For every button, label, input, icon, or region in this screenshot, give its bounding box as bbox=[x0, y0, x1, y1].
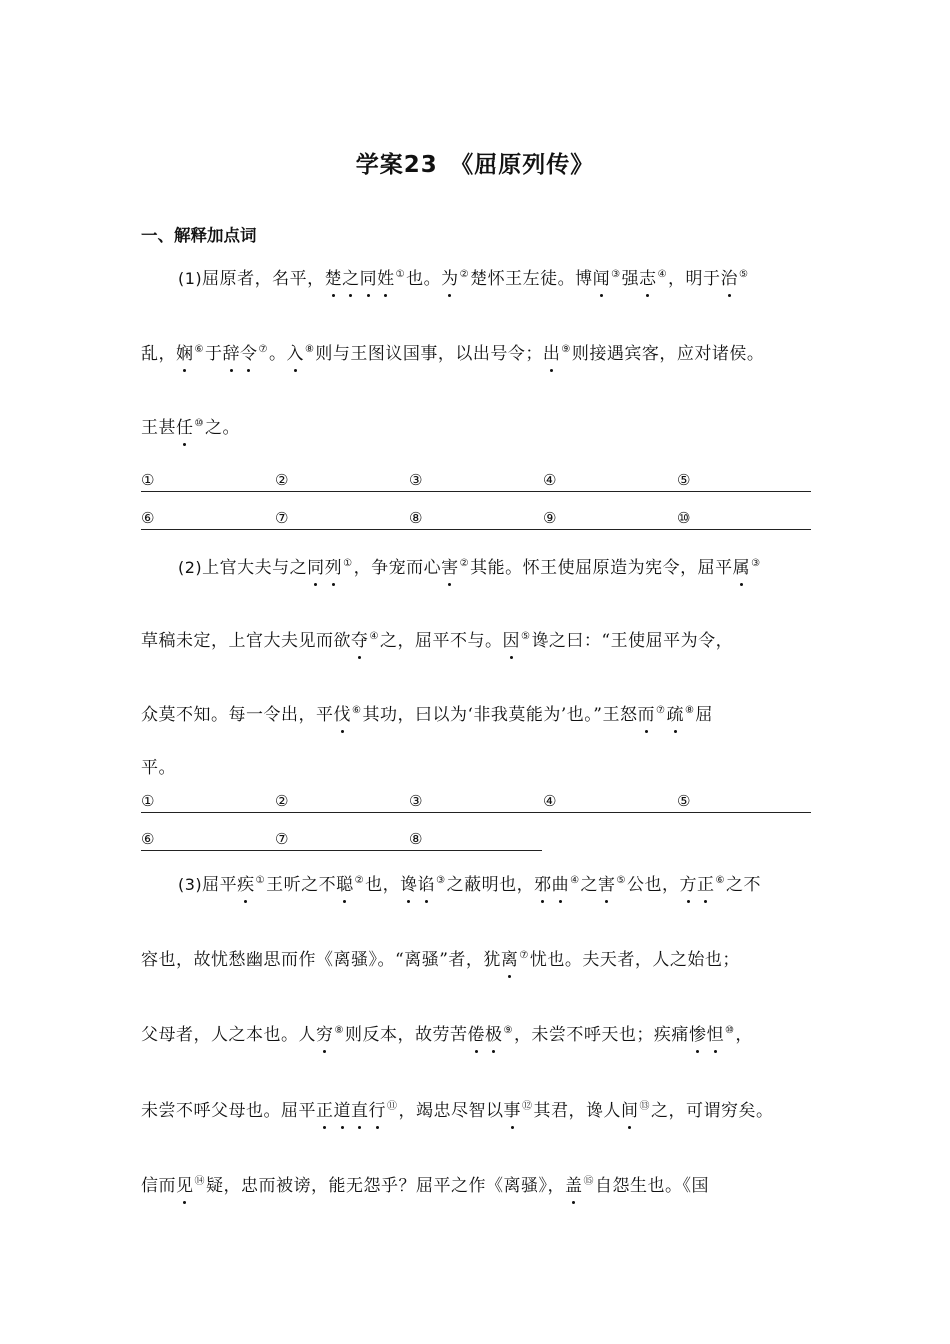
answer-blank-label: ⑦ bbox=[275, 509, 289, 527]
passage-text: 屈 bbox=[695, 705, 713, 725]
note-marker: ⑤ bbox=[616, 875, 627, 886]
dotted-character: 谗 bbox=[400, 875, 418, 895]
dotted-character: 伐 bbox=[333, 705, 351, 725]
dotted-character: 正 bbox=[316, 1101, 334, 1121]
dotted-character: 惨 bbox=[688, 1025, 707, 1045]
passage-text: 忧也。夫天者，人之始也； bbox=[529, 950, 740, 970]
passage-text: 其功，曰以为‘非我莫能为’也。”王怒 bbox=[362, 705, 638, 725]
passage-3-line bbox=[141, 1023, 821, 1047]
dotted-character: 聪 bbox=[336, 875, 354, 895]
passage-text: 草稿未定，上官大夫见而欲 bbox=[141, 631, 351, 651]
dotted-character: 为 bbox=[441, 269, 459, 289]
note-marker: ⑨ bbox=[561, 344, 571, 355]
passage-text: 于 bbox=[204, 344, 223, 364]
passage-1-line bbox=[141, 416, 821, 440]
note-marker: ① bbox=[343, 558, 353, 569]
page-title: 学案23 《屈原列传》 bbox=[355, 152, 595, 178]
passage-text: 自怨生也。《国 bbox=[595, 1176, 709, 1196]
passage-text: 上官大夫与之 bbox=[202, 558, 308, 578]
dotted-character: 志 bbox=[639, 269, 657, 289]
passage-text: ， bbox=[735, 1025, 753, 1045]
dotted-character: 穷 bbox=[316, 1025, 334, 1045]
dotted-character: 闻 bbox=[592, 269, 611, 289]
note-marker: ⑧ bbox=[334, 1025, 344, 1036]
dotted-character: 直 bbox=[351, 1101, 369, 1121]
passage-1-line bbox=[178, 267, 858, 291]
note-marker: ① bbox=[255, 875, 266, 886]
passage-text: 之不 bbox=[725, 875, 761, 895]
dotted-character: 正 bbox=[697, 875, 715, 895]
note-marker: ⑤ bbox=[739, 269, 749, 280]
note-marker: ⑥ bbox=[194, 344, 204, 355]
dotted-character: 属 bbox=[732, 558, 751, 578]
passage-text: 楚怀王左徒。博 bbox=[470, 269, 593, 289]
passage-text: 屈平 bbox=[202, 875, 238, 895]
answer-blank-label: ⑥ bbox=[141, 830, 155, 848]
passage-3-line bbox=[141, 1099, 821, 1123]
passage-text: 则与王图议国事，以出号令； bbox=[315, 344, 543, 364]
passage-text: ，未尝不呼天也；疾痛 bbox=[513, 1025, 689, 1045]
dotted-character: 令 bbox=[239, 344, 258, 364]
note-marker: ③ bbox=[436, 875, 446, 886]
passage-text: 父母者，人之本也。人 bbox=[141, 1025, 316, 1045]
note-marker: ⑦ bbox=[655, 705, 666, 716]
passage-text: 容也，故忧愁幽思而作《离骚》。“离骚”者，犹 bbox=[141, 950, 501, 970]
passage-1-line bbox=[141, 342, 821, 366]
note-marker: ④ bbox=[657, 269, 668, 280]
passage-text: 平。 bbox=[141, 758, 176, 778]
note-marker: ⑦ bbox=[258, 344, 268, 355]
dotted-character: 事 bbox=[503, 1101, 521, 1121]
passage-3-line bbox=[178, 873, 858, 897]
dotted-character: 姓 bbox=[377, 269, 395, 289]
passage-text: 王甚 bbox=[141, 418, 176, 438]
passage-text: 疑，忠而被谤，能无怨乎？屈平之作《离骚》， bbox=[206, 1176, 565, 1196]
passage-text: 则接遇宾客，应对诸侯。 bbox=[571, 344, 765, 364]
passage-3-line bbox=[141, 1174, 821, 1198]
dotted-character: 道 bbox=[333, 1101, 351, 1121]
dotted-character: 疾 bbox=[237, 875, 255, 895]
note-marker: ⑥ bbox=[715, 875, 725, 886]
answer-blank-label: ③ bbox=[409, 471, 423, 489]
dotted-character: 同 bbox=[307, 558, 325, 578]
passage-text: 也。 bbox=[406, 269, 442, 289]
answer-row[interactable] bbox=[141, 828, 542, 851]
passage-text: 王听之不 bbox=[266, 875, 337, 895]
passage-text: 则反本，故劳苦 bbox=[344, 1025, 468, 1045]
dotted-character: 行 bbox=[368, 1101, 386, 1121]
note-marker: ③ bbox=[751, 558, 761, 569]
note-marker: ③ bbox=[611, 269, 621, 280]
note-marker: ① bbox=[395, 269, 406, 280]
dotted-character: 离 bbox=[500, 950, 519, 970]
passage-text: 也， bbox=[365, 875, 401, 895]
note-marker: ⑫ bbox=[522, 1101, 533, 1112]
note-marker: ⑮ bbox=[583, 1176, 594, 1187]
dotted-character: 间 bbox=[621, 1101, 639, 1121]
note-marker: ② bbox=[459, 269, 470, 280]
dotted-character: 害 bbox=[441, 558, 459, 578]
answer-blank-label: ① bbox=[141, 471, 155, 489]
answer-blank-label: ⑤ bbox=[677, 792, 691, 810]
passage-text: ，明于 bbox=[668, 269, 721, 289]
dotted-character: 倦 bbox=[467, 1025, 485, 1045]
passage-text: 其君，谗人 bbox=[533, 1101, 621, 1121]
passage-text: 屈原者，名平， bbox=[202, 269, 325, 289]
note-marker: ⑤ bbox=[520, 631, 531, 642]
passage-text: 之，屈平不与。 bbox=[379, 631, 503, 651]
passage-2-line bbox=[178, 556, 858, 580]
dotted-character: 入 bbox=[286, 344, 304, 364]
passage-text: 之。 bbox=[204, 418, 240, 438]
dotted-character: 方 bbox=[679, 875, 698, 895]
note-marker: ⑩ bbox=[194, 418, 204, 429]
passage-text: ，竭忠尽智以 bbox=[398, 1101, 504, 1121]
answer-blank-label: ⑧ bbox=[409, 509, 423, 527]
dotted-character: 害 bbox=[598, 875, 616, 895]
passage-text: 其能。怀王使屈原造为宪令，屈平 bbox=[470, 558, 733, 578]
answer-blank-label: ② bbox=[275, 471, 289, 489]
dotted-character: 而 bbox=[637, 705, 655, 725]
dotted-character: 因 bbox=[502, 631, 520, 651]
note-marker: ② bbox=[354, 875, 365, 886]
note-marker: ⑬ bbox=[639, 1101, 650, 1112]
dotted-character: 谄 bbox=[417, 875, 436, 895]
note-marker: ⑪ bbox=[387, 1101, 398, 1112]
note-marker: ⑭ bbox=[194, 1176, 205, 1187]
answer-row[interactable] bbox=[141, 507, 811, 530]
dotted-character: 辞 bbox=[222, 344, 240, 364]
answer-blank-label: ⑤ bbox=[677, 471, 691, 489]
dotted-character: 邪 bbox=[534, 875, 552, 895]
passage-2-line bbox=[141, 703, 821, 727]
dotted-character: 夺 bbox=[351, 631, 369, 651]
dotted-character: 之 bbox=[342, 269, 360, 289]
answer-blank-label: ⑦ bbox=[275, 830, 289, 848]
passage-number: (1) bbox=[178, 269, 203, 288]
note-marker: ④ bbox=[369, 631, 379, 642]
note-marker: ⑨ bbox=[503, 1025, 513, 1036]
answer-blank-label: ④ bbox=[543, 471, 557, 489]
answer-blank-label: ⑨ bbox=[543, 509, 557, 527]
answer-blank-label: ⑩ bbox=[677, 509, 691, 527]
passage-text: 之 bbox=[580, 875, 599, 895]
dotted-character: 列 bbox=[324, 558, 343, 578]
dotted-character: 怛 bbox=[706, 1025, 724, 1045]
passage-text: 谗之曰：“王使屈平为令， bbox=[531, 631, 734, 651]
note-marker: ⑥ bbox=[352, 705, 362, 716]
answer-blank-label: ⑧ bbox=[409, 830, 423, 848]
passage-text: 信而 bbox=[141, 1176, 176, 1196]
answer-row[interactable] bbox=[141, 790, 811, 813]
note-marker: ⑦ bbox=[519, 950, 529, 961]
answer-blank-label: ② bbox=[275, 792, 289, 810]
passage-text: 未尝不呼父母也。屈平 bbox=[141, 1101, 316, 1121]
dotted-character: 曲 bbox=[551, 875, 570, 895]
dotted-character: 娴 bbox=[176, 344, 194, 364]
answer-row[interactable] bbox=[141, 469, 811, 492]
passage-text: 众莫不知。每一令出，平 bbox=[141, 705, 334, 725]
answer-blank-label: ⑥ bbox=[141, 509, 155, 527]
passage-text: ，争宠而心 bbox=[353, 558, 442, 578]
dotted-character: 极 bbox=[484, 1025, 503, 1045]
dotted-character: 盖 bbox=[565, 1176, 583, 1196]
passage-2-line bbox=[141, 756, 821, 780]
dotted-character: 见 bbox=[176, 1176, 194, 1196]
passage-text: 之，可谓穷矣。 bbox=[651, 1101, 774, 1121]
dotted-character: 同 bbox=[359, 269, 378, 289]
dotted-character: 楚 bbox=[324, 269, 343, 289]
passage-3-line bbox=[141, 948, 821, 972]
note-marker: ⑧ bbox=[304, 344, 315, 355]
passage-text: 强 bbox=[621, 269, 640, 289]
dotted-character: 疏 bbox=[666, 705, 684, 725]
answer-blank-label: ④ bbox=[543, 792, 557, 810]
answer-blank-label: ① bbox=[141, 792, 155, 810]
dotted-character: 治 bbox=[720, 269, 739, 289]
answer-blank-label: ③ bbox=[409, 792, 423, 810]
passage-number: (3) bbox=[178, 875, 203, 894]
section-heading: 一、解释加点词 bbox=[141, 226, 257, 245]
dotted-character: 任 bbox=[176, 418, 194, 438]
passage-text: 。 bbox=[268, 344, 287, 364]
passage-text: 之蔽明也， bbox=[446, 875, 535, 895]
passage-number: (2) bbox=[178, 558, 203, 577]
note-marker: ⑩ bbox=[724, 1025, 735, 1036]
passage-text: 乱， bbox=[141, 344, 176, 364]
note-marker: ④ bbox=[570, 875, 580, 886]
passage-2-line bbox=[141, 629, 821, 653]
dotted-character: 出 bbox=[542, 344, 561, 364]
passage-text: 公也， bbox=[627, 875, 680, 895]
note-marker: ⑧ bbox=[684, 705, 695, 716]
note-marker: ② bbox=[459, 558, 470, 569]
